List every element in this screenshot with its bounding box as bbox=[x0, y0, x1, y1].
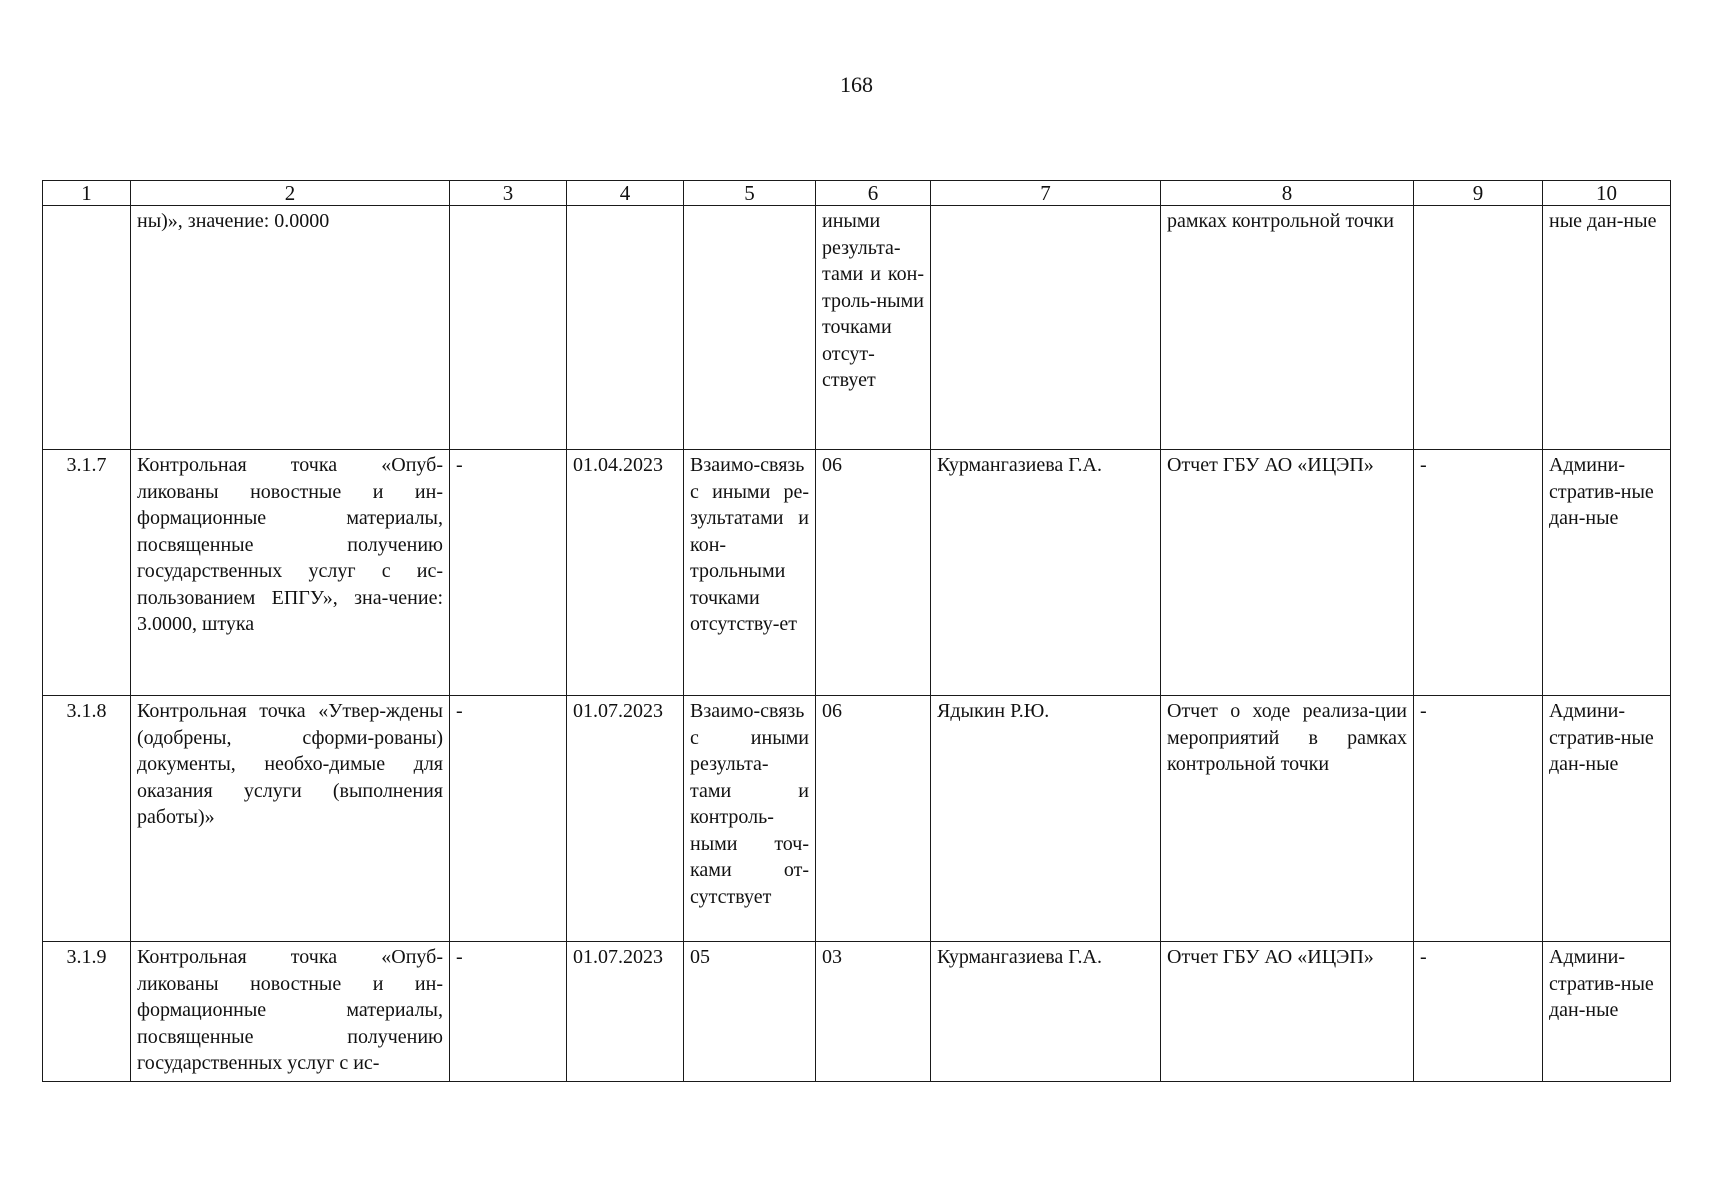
table-row bbox=[43, 450, 1671, 696]
document-cell: Отчет ГБУ АО «ИЦЭП» bbox=[1161, 942, 1414, 1082]
row-number-cell: 3.1.7 bbox=[43, 450, 131, 696]
type-cell: 06 bbox=[816, 696, 931, 942]
column-number-3: 3 bbox=[450, 181, 567, 206]
name-cell: ны)», значение: 0.0000 bbox=[131, 206, 450, 450]
info-system-cell: - bbox=[1414, 696, 1543, 942]
data-source-cell: Админи-стратив-ные дан-ные bbox=[1543, 450, 1671, 696]
info-system-cell: - bbox=[1414, 450, 1543, 696]
column-number-1: 1 bbox=[43, 181, 131, 206]
column-number-9: 9 bbox=[1414, 181, 1543, 206]
control-points-table bbox=[42, 180, 1671, 1082]
type-cell: 06 bbox=[816, 450, 931, 696]
column-number-2: 2 bbox=[131, 181, 450, 206]
column-number-8: 8 bbox=[1161, 181, 1414, 206]
relation-cell: Взаимо-связь с иными результа-тами и контроль-ными точ-ками от-сутствует bbox=[684, 696, 816, 942]
start-date-cell: - bbox=[450, 942, 567, 1082]
relation-cell bbox=[684, 206, 816, 450]
type-cell: 03 bbox=[816, 942, 931, 1082]
column-number-4: 4 bbox=[567, 181, 684, 206]
table-row bbox=[43, 206, 1671, 450]
column-number-5: 5 bbox=[684, 181, 816, 206]
document-cell: рамках контрольной точки bbox=[1161, 206, 1414, 450]
name-cell: Контрольная точка «Утвер-ждены (одобрены, сформи-рованы) документы, необхо-димые для оказания услуги (выполнения работы)» bbox=[131, 696, 450, 942]
row-number-cell bbox=[43, 206, 131, 450]
type-cell: иными результа-тами и кон-троль-ными точками отсут-ствует bbox=[816, 206, 931, 450]
row-number-cell: 3.1.8 bbox=[43, 696, 131, 942]
start-date-cell bbox=[450, 206, 567, 450]
page-number: 168 bbox=[840, 72, 873, 97]
responsible-cell: Курмангазиева Г.А. bbox=[931, 450, 1161, 696]
document-cell: Отчет о ходе реализа-ции мероприятий в рамках контрольной точки bbox=[1161, 696, 1414, 942]
document-cell: Отчет ГБУ АО «ИЦЭП» bbox=[1161, 450, 1414, 696]
name-cell: Контрольная точка «Опуб-ликованы новостные и ин-формационные материалы, посвященные получению государственных услуг с ис- bbox=[131, 942, 450, 1082]
responsible-cell: Курмангазиева Г.А. bbox=[931, 942, 1161, 1082]
responsible-cell: Ядыкин Р.Ю. bbox=[931, 696, 1161, 942]
row-number-cell: 3.1.9 bbox=[43, 942, 131, 1082]
info-system-cell: - bbox=[1414, 942, 1543, 1082]
column-number-10: 10 bbox=[1543, 181, 1671, 206]
end-date-cell: 01.07.2023 bbox=[567, 942, 684, 1082]
table-row bbox=[43, 696, 1671, 942]
data-source-cell: Админи-стратив-ные дан-ные bbox=[1543, 696, 1671, 942]
start-date-cell: - bbox=[450, 450, 567, 696]
end-date-cell: 01.07.2023 bbox=[567, 696, 684, 942]
relation-cell: 05 bbox=[684, 942, 816, 1082]
responsible-cell bbox=[931, 206, 1161, 450]
info-system-cell bbox=[1414, 206, 1543, 450]
data-source-cell: Админи-стратив-ные дан-ные bbox=[1543, 942, 1671, 1082]
end-date-cell bbox=[567, 206, 684, 450]
data-source-cell: ные дан-ные bbox=[1543, 206, 1671, 450]
name-cell: Контрольная точка «Опуб-ликованы новостные и ин-формационные материалы, посвященные получению государственных услуг с ис-пользованием ЕПГУ», зна-чение: 3.0000, штука bbox=[131, 450, 450, 696]
column-number-6: 6 bbox=[816, 181, 931, 206]
relation-cell: Взаимо-связь с иными ре-зультатами и кон-трольными точками отсутству-ет bbox=[684, 450, 816, 696]
start-date-cell: - bbox=[450, 696, 567, 942]
end-date-cell: 01.04.2023 bbox=[567, 450, 684, 696]
table-row bbox=[43, 942, 1671, 1082]
column-number-row bbox=[43, 181, 1671, 206]
column-number-7: 7 bbox=[931, 181, 1161, 206]
